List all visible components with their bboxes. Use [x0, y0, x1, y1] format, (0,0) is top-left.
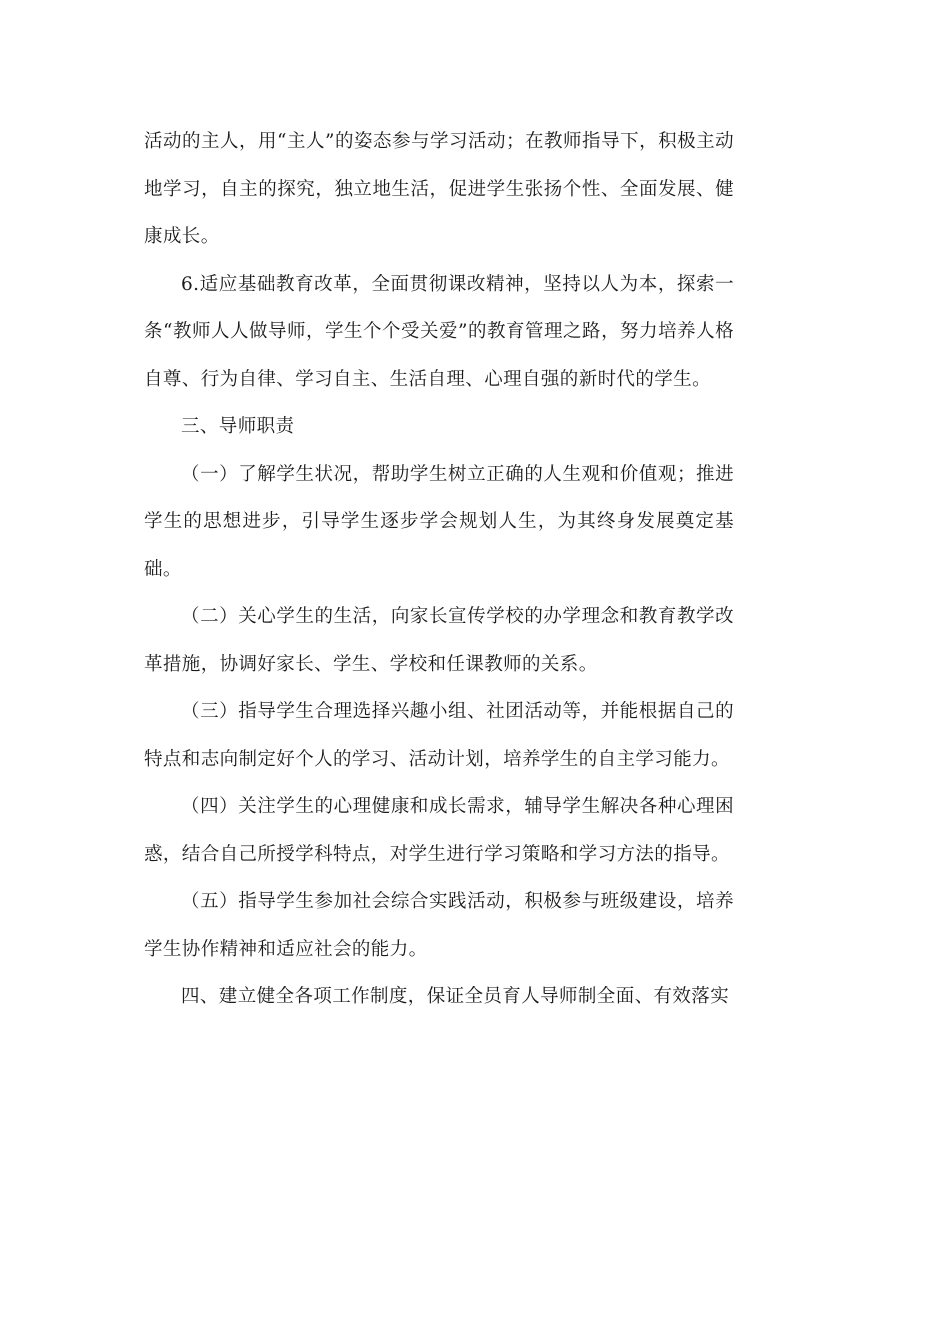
document-page	[144, 118, 734, 1021]
paragraph-duty-2: （二）关心学生的生活，向家长宣传学校的办学理念和教育教学改革措施，协调好家长、学生、学校和任课教师的关系。	[144, 606, 734, 675]
paragraph-item-6: 6.适应基础教育改革，全面贯彻课改精神，坚持以人为本，探索一条“教师人人做导师，学生个个受关爱”的教育管理之路，努力培养人格自尊、行为自律、学习自主、生活自理、心理自强的新时代的学生。	[144, 273, 734, 390]
paragraph-continuation: 活动的主人，用“主人”的姿态参与学习活动；在教师指导下，积极主动地学习，自主的探究，独立地生活，促进学生张扬个性、全面发展、健康成长。	[144, 131, 734, 247]
paragraph-duty-4: （四）关注学生的心理健康和成长需求，辅导学生解决各种心理困惑，结合自己所授学科特点，对学生进行学习策略和学习方法的指导。	[144, 796, 734, 865]
paragraph-duty-3: （三）指导学生合理选择兴趣小组、社团活动等，并能根据自己的特点和志向制定好个人的学习、活动计划，培养学生的自主学习能力。	[144, 701, 734, 770]
section-heading-mentor-duties: 三、导师职责	[181, 416, 295, 437]
paragraph-duty-1: （一）了解学生状况，帮助学生树立正确的人生观和价值观；推进学生的思想进步，引导学生逐步学会规划人生，为其终身发展奠定基础。	[144, 463, 734, 580]
section-heading-work-systems: 四、建立健全各项工作制度，保证全员育人导师制全面、有效落实	[181, 986, 730, 1007]
paragraph-duty-5: （五）指导学生参加社会综合实践活动，积极参与班级建设，培养学生协作精神和适应社会的能力。	[144, 891, 734, 960]
